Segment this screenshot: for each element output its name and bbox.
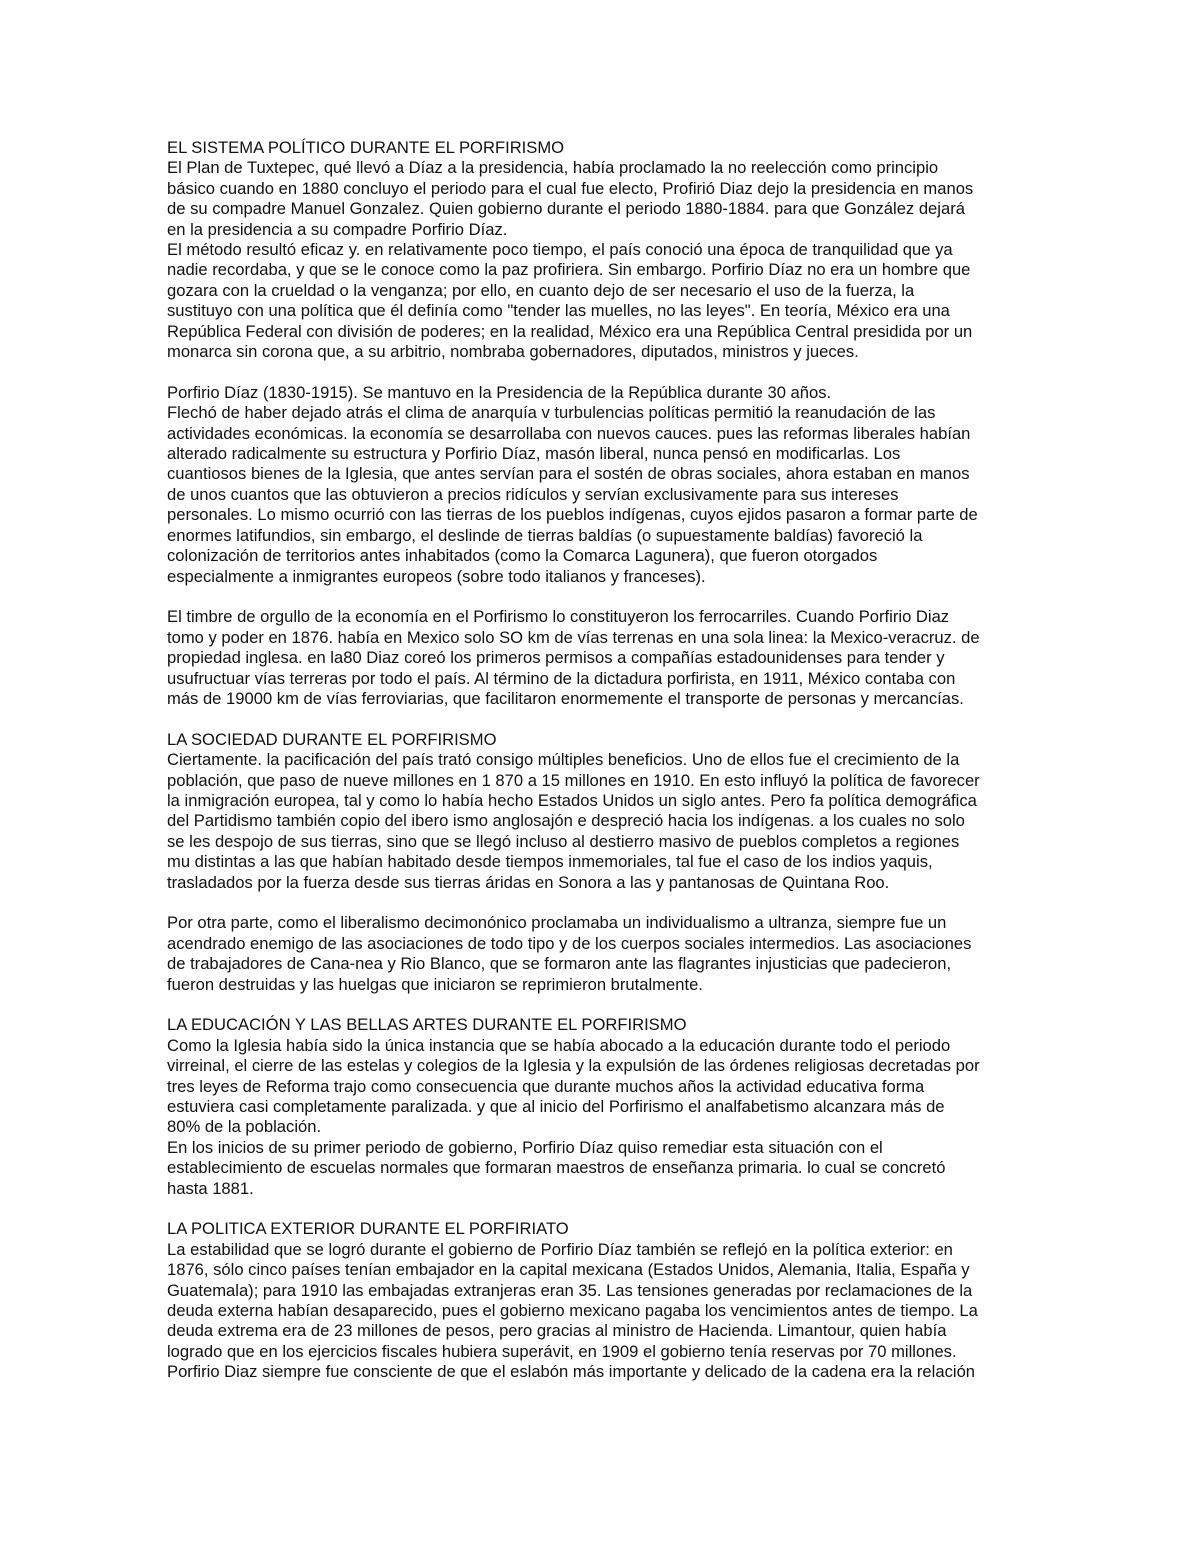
text-line: de trabajadores de Cana-nea y Rio Blanco, que se formaron ante las flagrantes injusticias que padecieron,: [167, 954, 952, 974]
text-line: mu distintas a las que habían habitado desde tiempos inmemoriales, tal fue el caso de los indios yaquis,: [167, 852, 933, 872]
text-line: usufructuar vías terreras por todo el país. Al término de la dictadura porfirista, en 1911, México contaba con: [167, 668, 956, 688]
text-line: establecimiento de escuelas normales que formaran maestros de enseñanza primaria. lo cual se concretó: [167, 1158, 946, 1178]
text-line: tomo y poder en 1876. había en Mexico solo SO km de vías terrenas en una sola linea: la Mexico-veracruz. de: [167, 627, 980, 647]
text-line: El método resultó eficaz y. en relativamente poco tiempo, el país conoció una época de tranquilidad que ya: [167, 240, 953, 260]
text-line: población, que paso de nueve millones en 1 870 a 15 millones en 1910. En esto influyó la política de favorecer: [167, 770, 980, 790]
text-line: Porfirio Diaz siempre fue consciente de que el eslabón más importante y delicado de la cadena era la relación: [167, 1362, 976, 1382]
paragraph: [167, 1240, 1037, 1383]
text-line: virreinal, el cierre de las estelas y colegios de la Iglesia y la expulsión de las órdenes religiosas decretadas por: [167, 1056, 980, 1076]
section-heading: LA POLITICA EXTERIOR DURANTE EL PORFIRIATO: [167, 1219, 569, 1239]
section-heading: LA SOCIEDAD DURANTE EL PORFIRISMO: [167, 729, 497, 749]
text-line: Porfirio Díaz (1830-1915). Se mantuvo en la Presidencia de la República durante 30 años.: [167, 382, 832, 402]
paragraph: [167, 158, 1037, 240]
text-line: acendrado enemigo de las asociaciones de todo tipo y de los cuerpos sociales intermedios. Las asociaciones: [167, 933, 972, 953]
document-section: [167, 138, 1037, 362]
text-line: República Federal con división de poderes; en la realidad, México era una República Central presidida por un: [167, 321, 973, 341]
text-line: sustituyo con una política que él definía como "tender las muelles, no las leyes". En teoría, México era una: [167, 301, 950, 321]
text-line: enormes latifundios, sin embargo, el deslinde de tierras baldías (o supuestamente baldías) favoreció la: [167, 525, 923, 545]
text-line: logrado que en los ejercicios fiscales hubiera superávit, en 1909 el gobierno tenía reservas por 70 millones.: [167, 1341, 957, 1361]
text-line: 1876, sólo cinco países tenían embajador en la capital mexicana (Estados Unidos, Alemania, Italia, España y: [167, 1260, 970, 1280]
text-line: básico cuando en 1880 concluyo el periodo para el cual fue electo, Profirió Diaz dejo la presidencia en manos: [167, 178, 974, 198]
text-line: trasladados por la fuerza desde sus tierras áridas en Sonora a las y pantanosas de Quintana Roo.: [167, 872, 890, 892]
text-line: actividades económicas. la economía se desarrollaba con nuevos cauces. pues las reformas liberales habían: [167, 423, 971, 443]
text-line: del Partidismo también copio del ibero ismo anglosajón e despreció hacia los indígenas. a los cuales no solo: [167, 811, 965, 831]
section-heading: LA EDUCACIÓN Y LAS BELLAS ARTES DURANTE EL PORFIRISMO: [167, 1015, 687, 1035]
text-line: Flechó de haber dejado atrás el clima de anarquía v turbulencias políticas permitió la reanudación de las: [167, 403, 936, 423]
text-line: Por otra parte, como el liberalismo decimonónico proclamaba un individualismo a ultranza, siempre fue un: [167, 913, 947, 933]
paragraph: [167, 1138, 1037, 1199]
text-line: se les despojo de sus tierras, sino que se llegó incluso al destierro masivo de pueblos completos a regiones: [167, 831, 960, 851]
text-line: en la presidencia a su compadre Porfirio Díaz.: [167, 219, 508, 239]
paragraph-gap: [167, 995, 1037, 1015]
text-line: estuviera casi completamente paralizada. y que al inicio del Porfirismo el analfabetismo alcanzara más de: [167, 1097, 945, 1117]
text-line: fueron destruidas y las huelgas que iniciaron se reprimieron brutalmente.: [167, 974, 703, 994]
document-section: [167, 730, 1037, 893]
paragraph: [167, 240, 1037, 362]
paragraph: [167, 750, 1037, 893]
text-line: colonización de territorios antes inhabitados (como la Comarca Lagunera), que fueron otorgados: [167, 546, 878, 566]
text-line: personales. Lo mismo ocurrió con las tierras de los pueblos indígenas, cuyos ejidos pasaron a formar parte de: [167, 505, 978, 525]
text-line: deuda externa habían desaparecido, pues el gobierno mexicano pagaba los vencimientos antes de tiempo. La: [167, 1301, 978, 1321]
text-line: especialmente a inmigrantes europeos (sobre todo italianos y franceses).: [167, 566, 706, 586]
paragraph-gap: [167, 893, 1037, 913]
paragraph-gap: [167, 362, 1037, 382]
text-line: cuantiosos bienes de la Iglesia, que antes servían para el sostén de obras sociales, ahora estaban en manos: [167, 464, 970, 484]
text-line: Guatemala); para 1910 las embajadas extranjeras eran 35. Las tensiones generadas por reclamaciones de la: [167, 1280, 973, 1300]
text-line: propiedad inglesa. en la80 Diaz coreó los primeros permisos a compañías estadounidenses para tender y: [167, 648, 945, 668]
text-line: deuda extrema era de 23 millones de pesos, pero gracias al ministro de Hacienda. Limantour, quien había: [167, 1321, 947, 1341]
paragraph: [167, 607, 1037, 709]
paragraph: [167, 913, 1037, 995]
paragraph: [167, 1036, 1037, 1138]
document-section: [167, 607, 1037, 709]
document-page: [167, 138, 1037, 1383]
document-section: [167, 1219, 1037, 1382]
text-line: más de 19000 km de vías ferroviarias, que facilitaron enormemente el transporte de personas y mercancías.: [167, 688, 964, 708]
document-section: [167, 383, 1037, 587]
paragraph-gap: [167, 1199, 1037, 1219]
text-line: tres leyes de Reforma trajo como consecuencia que durante muchos años la actividad educativa forma: [167, 1076, 925, 1096]
text-line: la inmigración europea, tal y como lo había hecho Estados Unidos un siglo antes. Pero fa política demográfica: [167, 790, 977, 810]
text-line: gozara con la crueldad o la venganza; por ello, en cuanto dejo de ser necesario el uso de la fuerza, la: [167, 280, 915, 300]
text-line: En los inicios de su primer periodo de gobierno, Porfirio Díaz quiso remediar esta situación con el: [167, 1137, 883, 1157]
text-line: 80% de la población.: [167, 1117, 322, 1137]
text-line: El timbre de orgullo de la economía en el Porfirismo lo constituyeron los ferrocarriles. Cuando Porfirio Diaz: [167, 607, 950, 627]
text-line: alterado radicalmente su estructura y Porfirio Díaz, masón liberal, nunca pensó en modificarlas. Los: [167, 444, 901, 464]
section-heading: EL SISTEMA POLÍTICO DURANTE EL PORFIRISMO: [167, 138, 565, 157]
text-line: de unos cuantos que las obtuvieron a precios ridículos y servían exclusivamente para sus intereses: [167, 484, 899, 504]
text-line: hasta 1881.: [167, 1178, 254, 1198]
text-line: Ciertamente. la pacificación del país trató consigo múltiples beneficios. Uno de ellos fue el crecimiento de la: [167, 750, 960, 770]
text-line: nadie recordaba, y que se le conoce como la paz profiriera. Sin embargo. Porfirio Díaz no era un hombre que: [167, 260, 971, 280]
text-line: Como la Iglesia había sido la única instancia que se había abocado a la educación durante todo el periodo: [167, 1035, 951, 1055]
document-section: [167, 913, 1037, 995]
text-line: El Plan de Tuxtepec, qué llevó a Díaz a la presidencia, había proclamado la no reelección como principio: [167, 158, 939, 178]
text-line: monarca sin corona que, a su arbitrio, nombraba gobernadores, diputados, ministros y jueces.: [167, 342, 859, 362]
text-line: La estabilidad que se logró durante el gobierno de Porfirio Díaz también se reflejó en la política exterior: en: [167, 1239, 953, 1259]
text-line: de su compadre Manuel Gonzalez. Quien gobierno durante el periodo 1880-1884. para que González dejará: [167, 199, 965, 219]
document-section: [167, 1015, 1037, 1199]
paragraph-gap: [167, 709, 1037, 729]
paragraph-gap: [167, 587, 1037, 607]
paragraph: [167, 383, 1037, 587]
